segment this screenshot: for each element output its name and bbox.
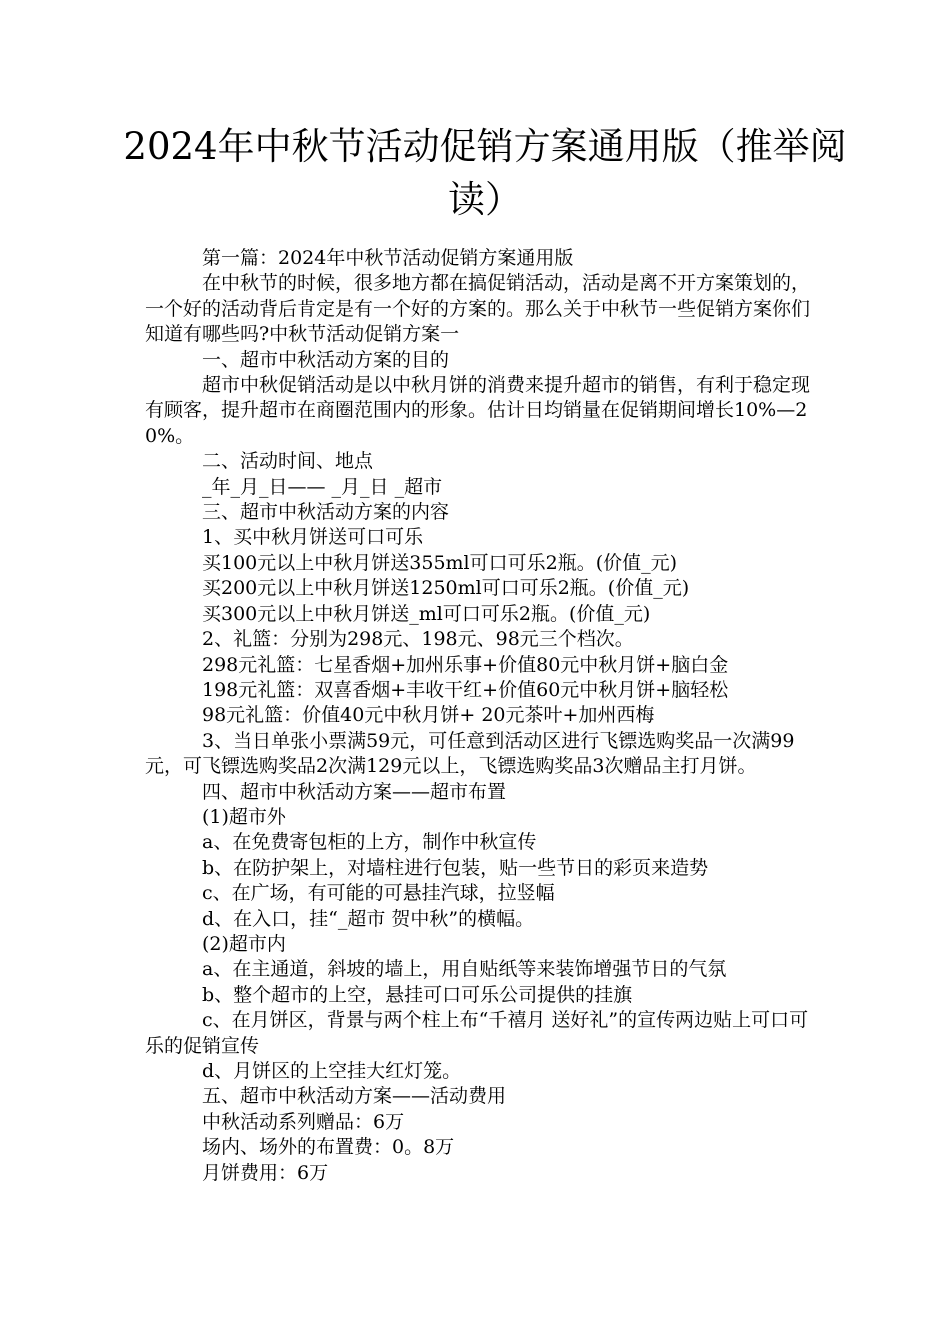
paragraph: 四、超市中秋活动方案——超市布置	[202, 780, 507, 803]
paragraph: 超市中秋促销活动是以中秋月饼的消费来提升超市的销售，有利于稳定现有顾客，提升超市在商圈范围内的形象。估计日均销量在促销期间增长10%—20%。	[145, 374, 811, 447]
paragraph: 买300元以上中秋月饼送_ml可口可乐2瓶。(价值_元)	[202, 602, 651, 625]
paragraph: 1、买中秋月饼送可口可乐	[202, 526, 424, 549]
paragraph: c、在月饼区，背景与两个柱上布“千禧月 送好礼”的宣传两边贴上可口可乐的促销宣传	[145, 1009, 809, 1057]
paragraph: 月饼费用：6万	[202, 1161, 329, 1184]
paragraph: 在中秋节的时候，很多地方都在搞促销活动，活动是离不开方案策划的，一个好的活动背后肯定是有一个好的方案的。那么关于中秋节一些促销方案你们知道有哪些吗?中秋节活动促销方案一	[145, 272, 811, 346]
paragraph: _年_月_日—— _月_日 _超市	[202, 475, 443, 498]
document-body	[145, 246, 810, 1186]
paragraph: c、在广场，有可能的可悬挂汽球，拉竖幅	[202, 882, 555, 905]
paragraph: 第一篇：2024年中秋节活动促销方案通用版	[202, 247, 574, 269]
paragraph: 98元礼篮：价值40元中秋月饼+ 20元茶叶+加州西梅	[202, 704, 655, 727]
paragraph: a、在免费寄包柜的上方，制作中秋宣传	[202, 831, 537, 854]
paragraph: d、在入口，挂“_超市 贺中秋”的横幅。	[202, 907, 535, 930]
paragraph: 三、超市中秋活动方案的内容	[202, 501, 450, 524]
paragraph: 场内、场外的布置费：0。8万	[202, 1136, 455, 1159]
paragraph: 买200元以上中秋月饼送1250ml可口可乐2瓶。(价值_元)	[202, 577, 690, 600]
paragraph: 298元礼篮：七星香烟+加州乐事+价值80元中秋月饼+脑白金	[202, 653, 729, 676]
document-title: 2024年中秋节活动促销方案通用版（推举阅读）	[123, 125, 847, 221]
paragraph: 198元礼篮：双喜香烟+丰收干红+价值60元中秋月饼+脑轻松	[202, 678, 729, 701]
paragraph: (2)超市内	[202, 932, 286, 955]
paragraph: b、整个超市的上空，悬挂可口可乐公司提供的挂旗	[202, 983, 633, 1006]
paragraph: 一、超市中秋活动方案的目的	[202, 348, 450, 371]
paragraph: 3、当日单张小票满59元，可任意到活动区进行飞镖选购奖品一次满99元，可飞镖选购奖品2次满129元以上，飞镖选购奖品3次赠品主打月饼。	[145, 729, 795, 778]
paragraph: 二、活动时间、地点	[202, 450, 374, 473]
paragraph: 五、超市中秋活动方案——活动费用	[202, 1085, 507, 1108]
paragraph: a、在主通道，斜坡的墙上，用自贴纸等来装饰增强节日的气氛	[202, 958, 727, 981]
paragraph: d、月饼区的上空挂大红灯笼。	[202, 1060, 462, 1082]
paragraph: 中秋活动系列赠品：6万	[202, 1110, 405, 1133]
paragraph: (1)超市外	[202, 805, 286, 828]
paragraph: 2、礼篮：分别为298元、198元、98元三个档次。	[202, 628, 634, 651]
paragraph: 买100元以上中秋月饼送355ml可口可乐2瓶。(价值_元)	[202, 551, 678, 574]
paragraph: b、在防护架上，对墙柱进行包装，贴一些节日的彩页来造势	[202, 856, 709, 879]
